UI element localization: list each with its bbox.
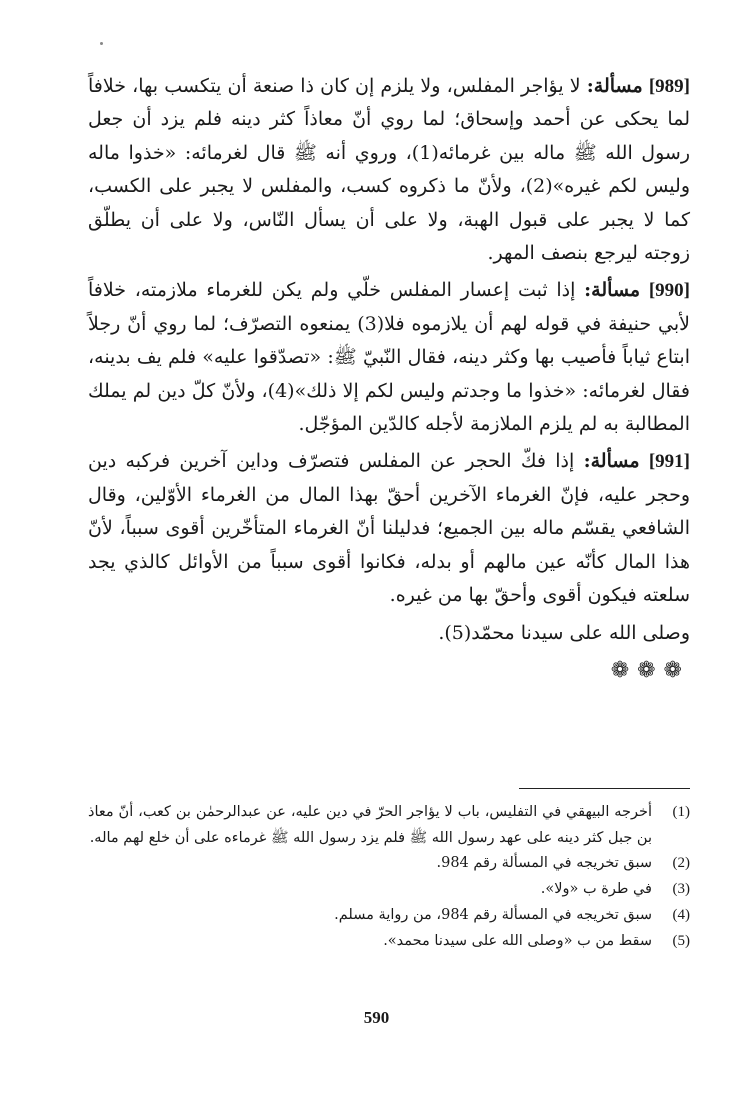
- issue-text: إذا ثبت إعسار المفلس خلّي ولم يكن للغرماء ملازمته، خلافاً لأبي حنيفة في قوله لهم أن يلازموه فلا(3) يمنعوه التصرّف؛ لما روي أنّ رجلاً ابتاع ثياباً فأصيب بها وكثر دينه، فقال النّبيّ ﷺ: «تصدّقوا عليه» فلم يف بدينه، فقال لغرمائه: «خذوا ما وجدتم وليس لكم إلا ذلك»(4)، ولأنّ كلّ دين لم يملك المطالبة به لم يلزم الملازمة لأجله كالدّين المؤجّل.: [88, 279, 690, 436]
- footnote-text: في طرة ب «ولا».: [540, 881, 652, 898]
- issue-text: لا يؤاجر المفلس، ولا يلزم إن كان ذا صنعة أن يتكسب بها، خلافاً لما يحكى عن أحمد وإسحاق؛ لما روي أنّ معاذاً كثر دينه فلم يزد أن جعل رسول الله ﷺ ماله بين غرمائه(1)، وروي أنه ﷺ قال لغرمائه: «خذوا ماله وليس لكم غيره»(2)، ولأنّ ما ذكروه كسب، والمفلس لا يجبر على الكسب، كما لا يجبر على قبول الهبة، ولا على أن يسأل النّاس، ولا على أن يطلّق زوجته ليرجع بنصف المهر.: [88, 75, 691, 265]
- footnote-text: أخرجه البيهقي في التفليس، باب لا يؤاجر الحرّ في دين عليه، عن عبدالرحمٰن بن كعب، أنّ معاذ بن جبل كثر دينه على عهد رسول الله ﷺ فلم يزد رسول الله ﷺ غرماءه على أن خلع لهم ماله.: [88, 804, 652, 846]
- issue-990: [88, 274, 690, 441]
- issue-991: [88, 445, 690, 612]
- ornament-divider: ❁❁❁: [610, 657, 690, 683]
- issue-number: [989]: [648, 76, 690, 97]
- footnote-text: سبق تخريجه في المسألة رقم 984، من رواية مسلم.: [334, 906, 652, 923]
- footnote-number: (3): [672, 881, 690, 898]
- closing-line: وصلى الله على سيدنا محمّد(5).: [438, 621, 690, 644]
- issue-number: [990]: [648, 280, 690, 302]
- footnote-text: سقط من ب «وصلى الله على سيدنا محمد».: [383, 932, 652, 949]
- footnote-number: (2): [672, 855, 690, 872]
- footnote-text: سبق تخريجه في المسألة رقم 984.: [436, 855, 652, 872]
- footnote-divider: [519, 788, 690, 789]
- issue-keyword: مسألة:: [584, 279, 641, 302]
- main-text: [88, 70, 690, 683]
- issue-number: [991]: [648, 451, 690, 473]
- footnote-3: [88, 877, 690, 903]
- issue-text: إذا فكّ الحجر عن المفلس فتصرّف وداين آخرين فركبه دين وحجر عليه، فإنّ الغرماء الآخرين أحقّ بهذا المال من الغرماء الأوّلين، وقال الشافعي يقسّم ماله بين الجميع؛ فدليلنا أنّ الغرماء المتأخّرين أقوى سبباً، لأنّ هذا المال كأنّه عين مالهم أو بدله، فكانوا أقوى سبباً من الأوائل كالذي يجد سلعته فيكون أقوى وأحقّ بها من غيره.: [88, 450, 690, 607]
- footnote-4: [88, 903, 690, 929]
- page-speck: [100, 42, 103, 45]
- issue-keyword: مسألة:: [583, 450, 640, 473]
- page-number: 590: [363, 1008, 390, 1027]
- footnotes: [88, 800, 690, 954]
- footnote-number: (5): [672, 932, 690, 949]
- footnote-1: [88, 800, 690, 851]
- issue-keyword: مسألة:: [586, 75, 643, 97]
- footnote-2: [88, 851, 690, 877]
- footnote-5: [88, 929, 690, 955]
- footnote-number: (4): [672, 906, 690, 923]
- issue-989: [88, 70, 690, 270]
- footnote-number: (1): [672, 804, 690, 820]
